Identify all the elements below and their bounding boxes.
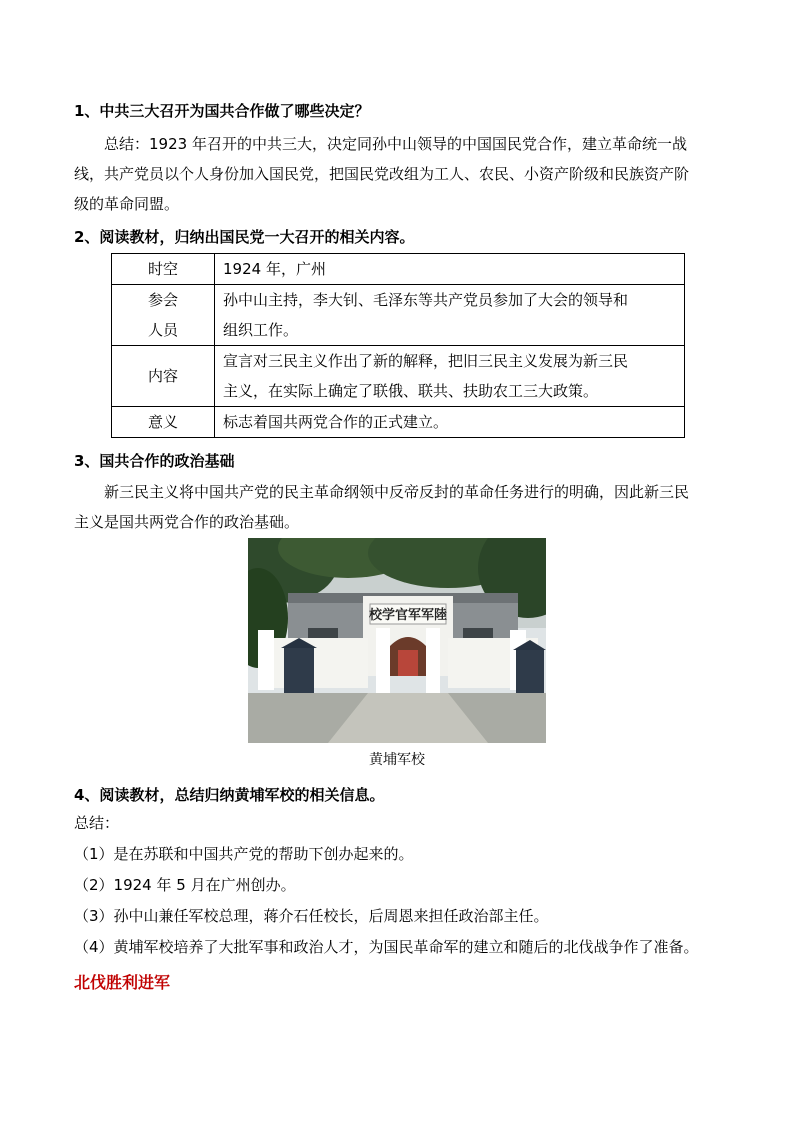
table-row <box>112 407 685 438</box>
question-4-heading: 4、阅读教材，总结归纳黄埔军校的相关信息。 <box>74 786 385 804</box>
question-3-heading: 3、国共合作的政治基础 <box>74 452 235 470</box>
table-key-cell: 内容 <box>112 346 215 407</box>
table-value-cell: 标志着国共两党合作的正式建立。 <box>215 407 685 438</box>
question-2-heading: 2、阅读教材，归纳出国民党一大召开的相关内容。 <box>74 228 415 246</box>
gate-sign-text: 校学官军军陸 <box>368 608 448 623</box>
table-key-cell: 意义 <box>112 407 215 438</box>
question-1-heading: 1、中共三大召开为国共合作做了哪些决定？ <box>74 102 370 120</box>
table-value-cell: 孙中山主持，李大钊、毛泽东等共产党员参加了大会的领导和 组织工作。 <box>215 285 685 346</box>
whampoa-academy-photo <box>248 538 546 743</box>
list-item: （1）是在苏联和中国共产党的帮助下创办起来的。 <box>74 845 414 863</box>
list-item: （3）孙中山兼任军校总理，蒋介石任校长，后周恩来担任政治部主任。 <box>74 907 549 925</box>
q1-line-2: 线，共产党员以个人身份加入国民党，把国民党改组为工人、农民、小资产阶级和民族资产阶 <box>74 165 690 183</box>
list-item: （4）黄埔军校培养了大批军事和政治人才，为国民革命军的建立和随后的北伐战争作了准备。 <box>74 938 699 956</box>
q3-line-2: 主义是国共两党合作的政治基础。 <box>74 513 300 531</box>
list-item: （2）1924 年 5 月在广州创办。 <box>74 876 296 894</box>
table-row <box>112 254 685 285</box>
table-value-cell: 宣言对三民主义作出了新的解释，把旧三民主义发展为新三民 主义，在实际上确定了联俄、联共、扶助农工三大政策。 <box>215 346 685 407</box>
q1-line-1: 总结：1923 年召开的中共三大，决定同孙中山领导的中国国民党合作，建立革命统一战 <box>104 135 687 153</box>
table-row <box>112 346 685 407</box>
table-key-cell: 时空 <box>112 254 215 285</box>
q3-line-1: 新三民主义将中国共产党的民主革命纲领中反帝反封的革命任务进行的明确，因此新三民 <box>104 483 690 501</box>
kmt-congress-table <box>111 253 685 438</box>
photo-caption: 黄埔军校 <box>369 752 425 768</box>
section-title: 北伐胜利进军 <box>74 973 171 992</box>
table-key-cell: 参会 人员 <box>112 285 215 346</box>
table-value-cell: 1924 年，广州 <box>215 254 685 285</box>
q4-summary-label: 总结： <box>74 814 120 832</box>
table-row <box>112 285 685 346</box>
q1-line-3: 级的革命同盟。 <box>74 195 180 213</box>
